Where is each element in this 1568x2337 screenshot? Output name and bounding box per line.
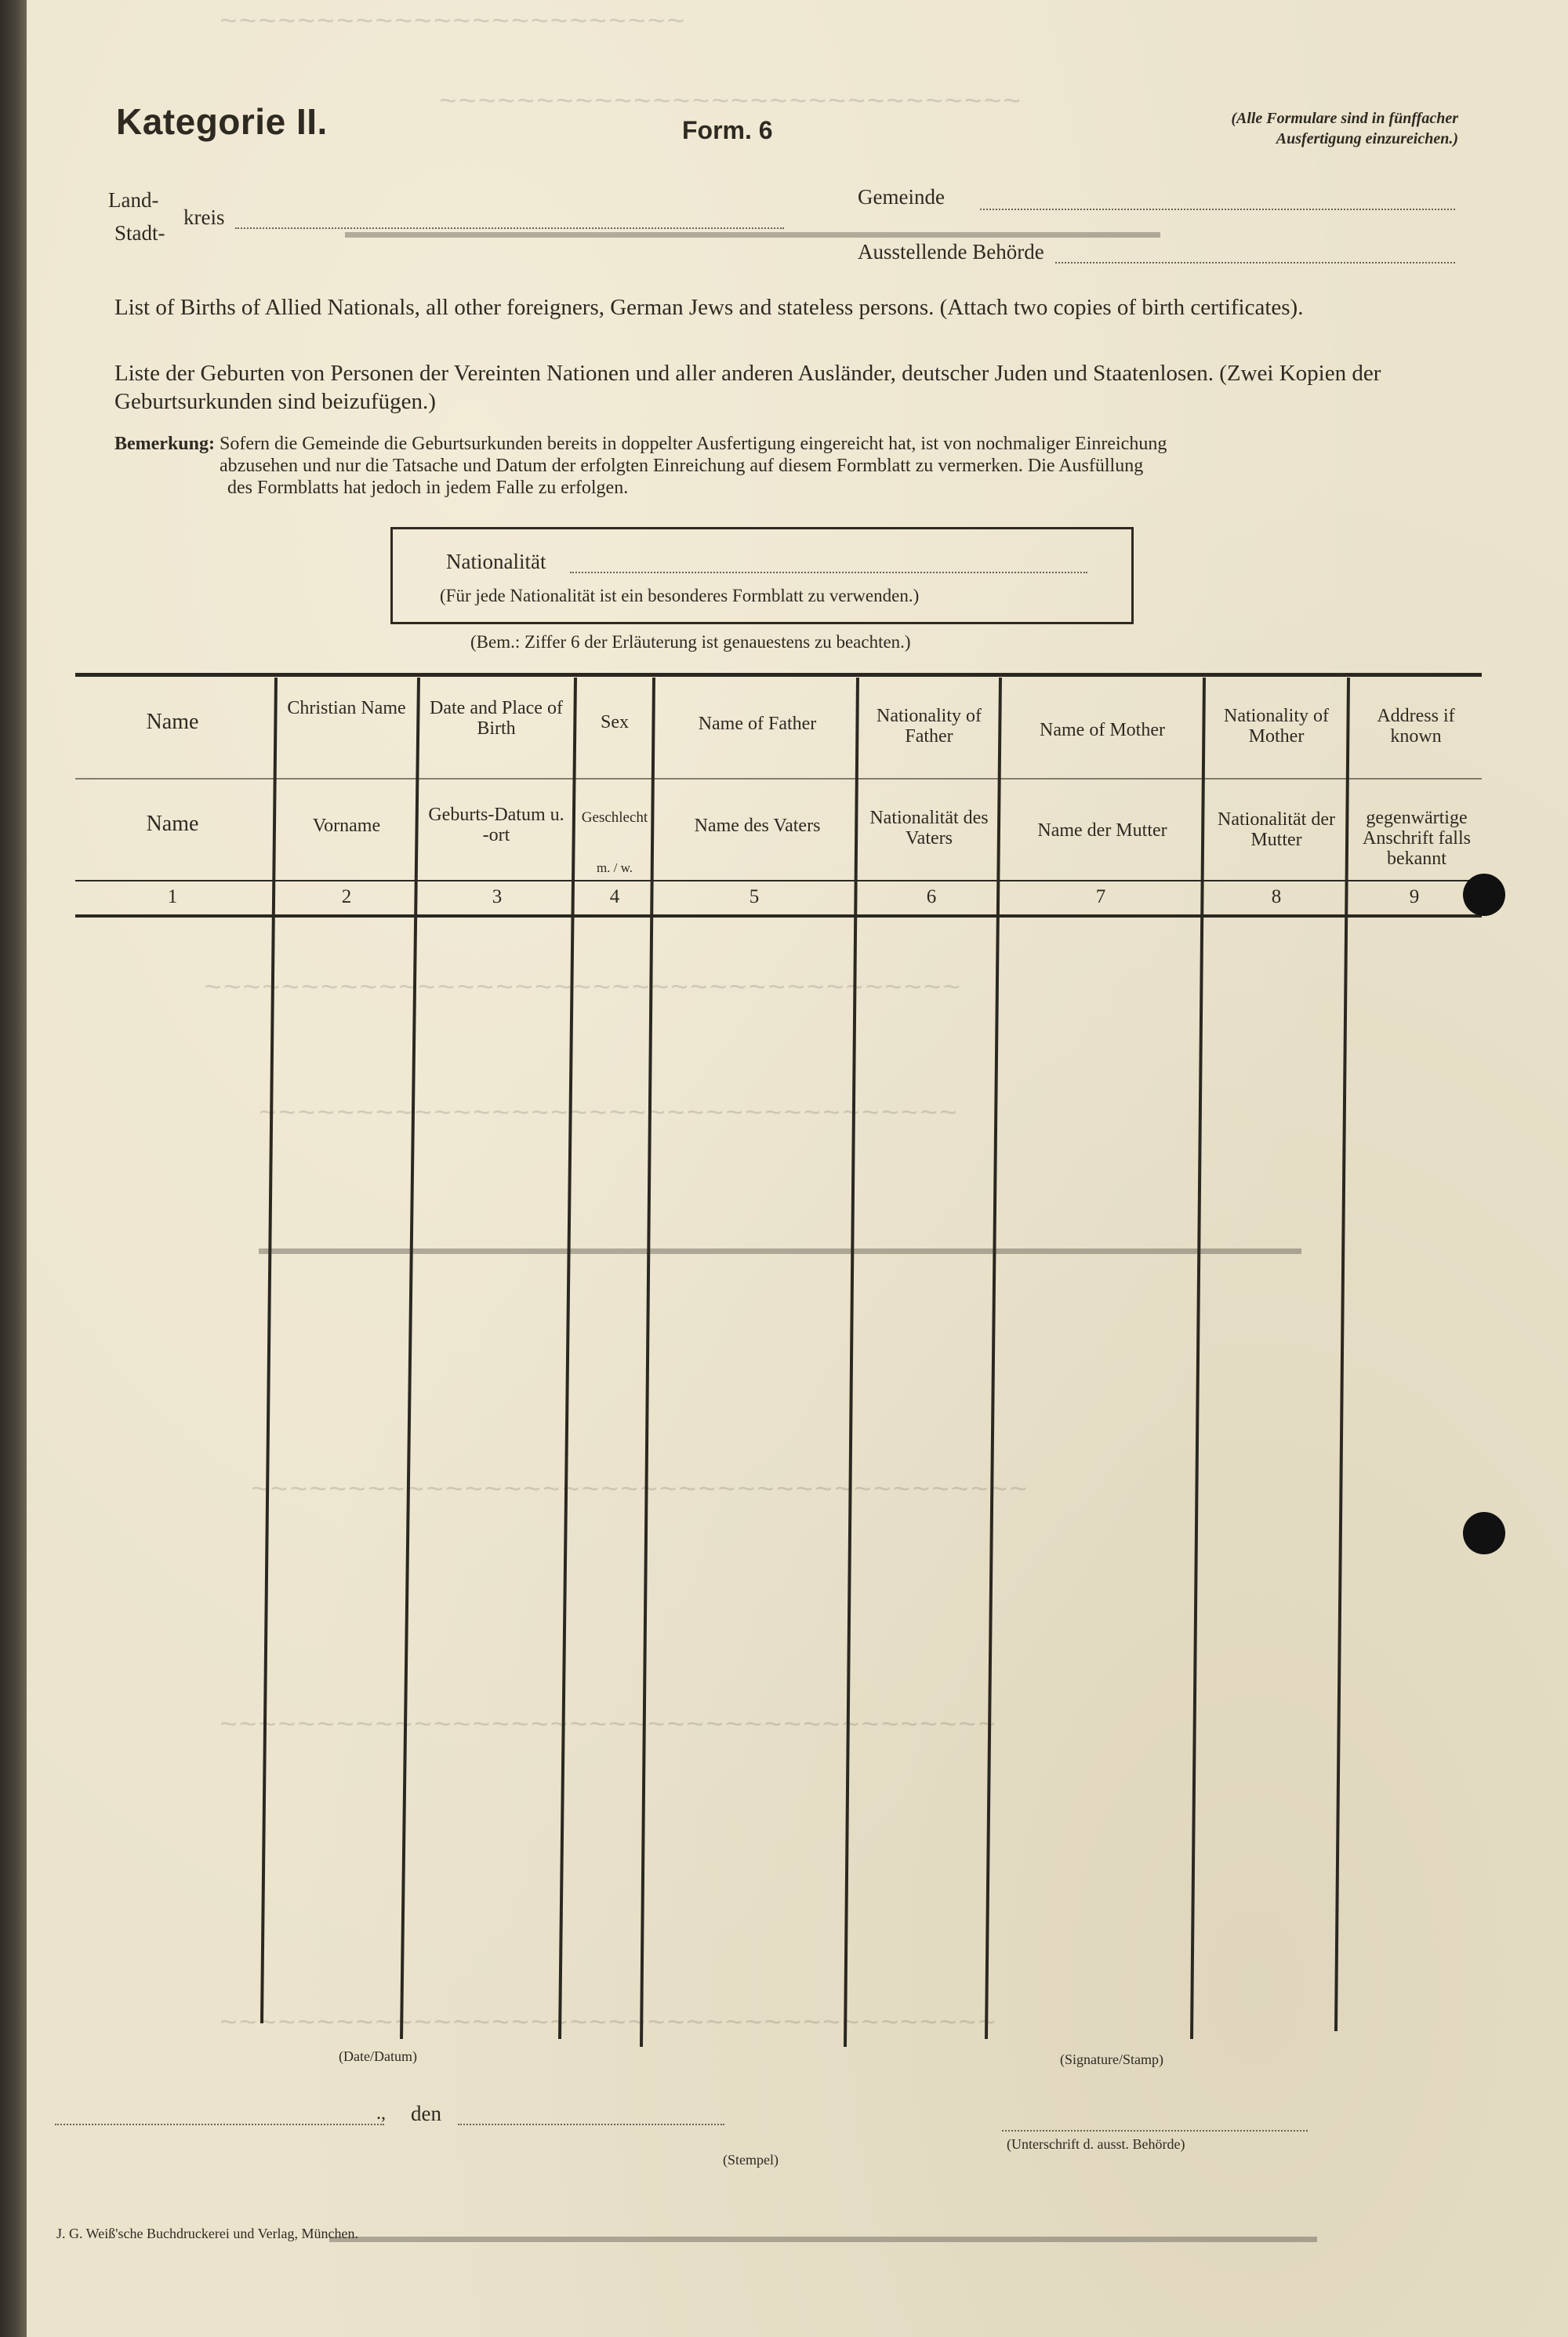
bem-note: (Bem.: Ziffer 6 der Erläuterung ist genauestens zu beachten.)	[470, 632, 911, 652]
form-number: Form. 6	[682, 116, 773, 144]
stamp-label: (Stempel)	[723, 2152, 779, 2168]
table-body[interactable]	[78, 919, 1482, 2017]
col4-sub: m. / w.	[596, 860, 633, 875]
col2-num: 2	[341, 886, 352, 907]
col7-en: Name of Mother	[1040, 720, 1165, 740]
stadt-label: Stadt-	[114, 221, 165, 245]
date-label: (Date/Datum)	[339, 2048, 417, 2064]
col4-de: Geschlecht	[581, 809, 648, 826]
col7-num: 7	[1095, 886, 1106, 907]
intro-english: List of Births of Allied Nationals, all other foreigners, German Jews and stateless persons. (Attach two copies of birth certificates).	[114, 295, 1304, 320]
intro-german: Liste der Geburten von Personen der Vereinten Nationen und aller anderen Ausländer, deutscher Juden und Staatenlosen. (Zwei Kopien der Geburtsurkunden sind beizufügen.)	[114, 361, 1381, 414]
category-title: Kategorie II.	[116, 101, 328, 142]
bleed-through: ~~~~~~~~~~~~~~~~~~~~~~~~	[220, 6, 687, 40]
col1-en: Name	[146, 710, 199, 734]
col1-de: Name	[146, 812, 199, 836]
col5-de: Name des Vaters	[694, 816, 821, 836]
col4-en: Sex	[601, 712, 629, 732]
authority-label: Ausstellende Behörde	[858, 240, 1044, 264]
col6-de: Nationalität des Vaters	[869, 808, 989, 849]
nationality-label: Nationalität	[446, 550, 546, 573]
col6-en: Nationality of Father	[877, 706, 982, 747]
col8-num: 8	[1271, 886, 1282, 907]
remark-line1: Sofern die Gemeinde die Geburtsurkunden bereits in doppelter Ausfertigung eingereicht hat, ist von nochmaliger Einreichung	[220, 434, 1167, 454]
col5-en: Name of Father	[698, 714, 817, 734]
kreis-label: kreis	[183, 205, 225, 229]
signature-label: (Signature/Stamp)	[1060, 2052, 1163, 2067]
col6-num: 6	[926, 886, 937, 907]
submit-note-line2: Ausfertigung einzureichen.)	[1276, 130, 1458, 147]
bleed-through: ~~~~~~~~~~~~~~~~~~~~~~~~~~~~~~~~~~~~~~~	[204, 972, 963, 1006]
col2-en: Christian Name	[287, 698, 406, 718]
remark-line3: des Formblatts hat jedoch in jedem Falle zu erfolgen.	[227, 478, 629, 498]
col3-num: 3	[492, 886, 503, 907]
col2-de: Vorname	[312, 816, 381, 836]
col3-en: Date and Place of Birth	[430, 698, 563, 739]
punch-hole	[1463, 1512, 1505, 1554]
comma-separator: .,	[376, 2103, 386, 2124]
remark-label: Bemerkung:	[114, 434, 215, 454]
bleed-through: ~~~~~~~~~~~~~~~~~~~~~~~~~~~~~~~~~~~~~~~~	[220, 1710, 998, 1743]
bleed-through: ~~~~~~~~~~~~~~~~~~~~~~~~~~~~~~~~~~~~~~~~	[251, 1474, 1029, 1508]
col8-en: Nationality of Mother	[1224, 706, 1329, 747]
col5-num: 5	[749, 886, 760, 907]
remark-line2: abzusehen und nur die Tatsache und Datum der erfolgten Einreichung auf diesem Formblatt zu vermerken. Die Ausfüllung	[220, 456, 1144, 476]
col1-num: 1	[167, 886, 178, 907]
printer-imprint: J. G. Weiß'sche Buchdruckerei und Verlag, München.	[56, 2226, 359, 2241]
den-label: den	[411, 2102, 441, 2125]
bleed-through: ~~~~~~~~~~~~~~~~~~~~~~~~~~~~~~~~~~~~	[259, 1098, 959, 1132]
signature-field[interactable]	[1002, 2130, 1308, 2132]
col4-num: 4	[609, 886, 620, 907]
bleed-through: ~~~~~~~~~~~~~~~~~~~~~~~~~~~~~~	[439, 86, 1023, 120]
col7-de: Name der Mutter	[1037, 820, 1167, 841]
col9-en: Address if known	[1377, 706, 1455, 747]
authority-signature-label: (Unterschrift d. ausst. Behörde)	[1007, 2136, 1185, 2152]
gemeinde-label: Gemeinde	[858, 185, 945, 209]
col3-de: Geburts-Datum u. -ort	[428, 805, 564, 845]
date-field[interactable]	[458, 2124, 724, 2125]
col9-num: 9	[1409, 886, 1420, 907]
submit-note-line1: (Alle Formulare sind in fünffacher	[1231, 110, 1458, 127]
place-field[interactable]	[55, 2124, 384, 2125]
punch-hole	[1463, 874, 1505, 916]
col8-de: Nationalität der Mutter	[1218, 809, 1335, 850]
col9-de: gegenwärtige Anschrift falls bekannt	[1363, 808, 1471, 869]
nationality-note: (Für jede Nationalität ist ein besonderes Formblatt zu verwenden.)	[440, 586, 920, 605]
land-label: Land-	[108, 188, 159, 212]
bleed-through: ~~~~~~~~~~~~~~~~~~~~~~~~~~~~~~~~~~~~~~~~	[220, 2008, 998, 2041]
